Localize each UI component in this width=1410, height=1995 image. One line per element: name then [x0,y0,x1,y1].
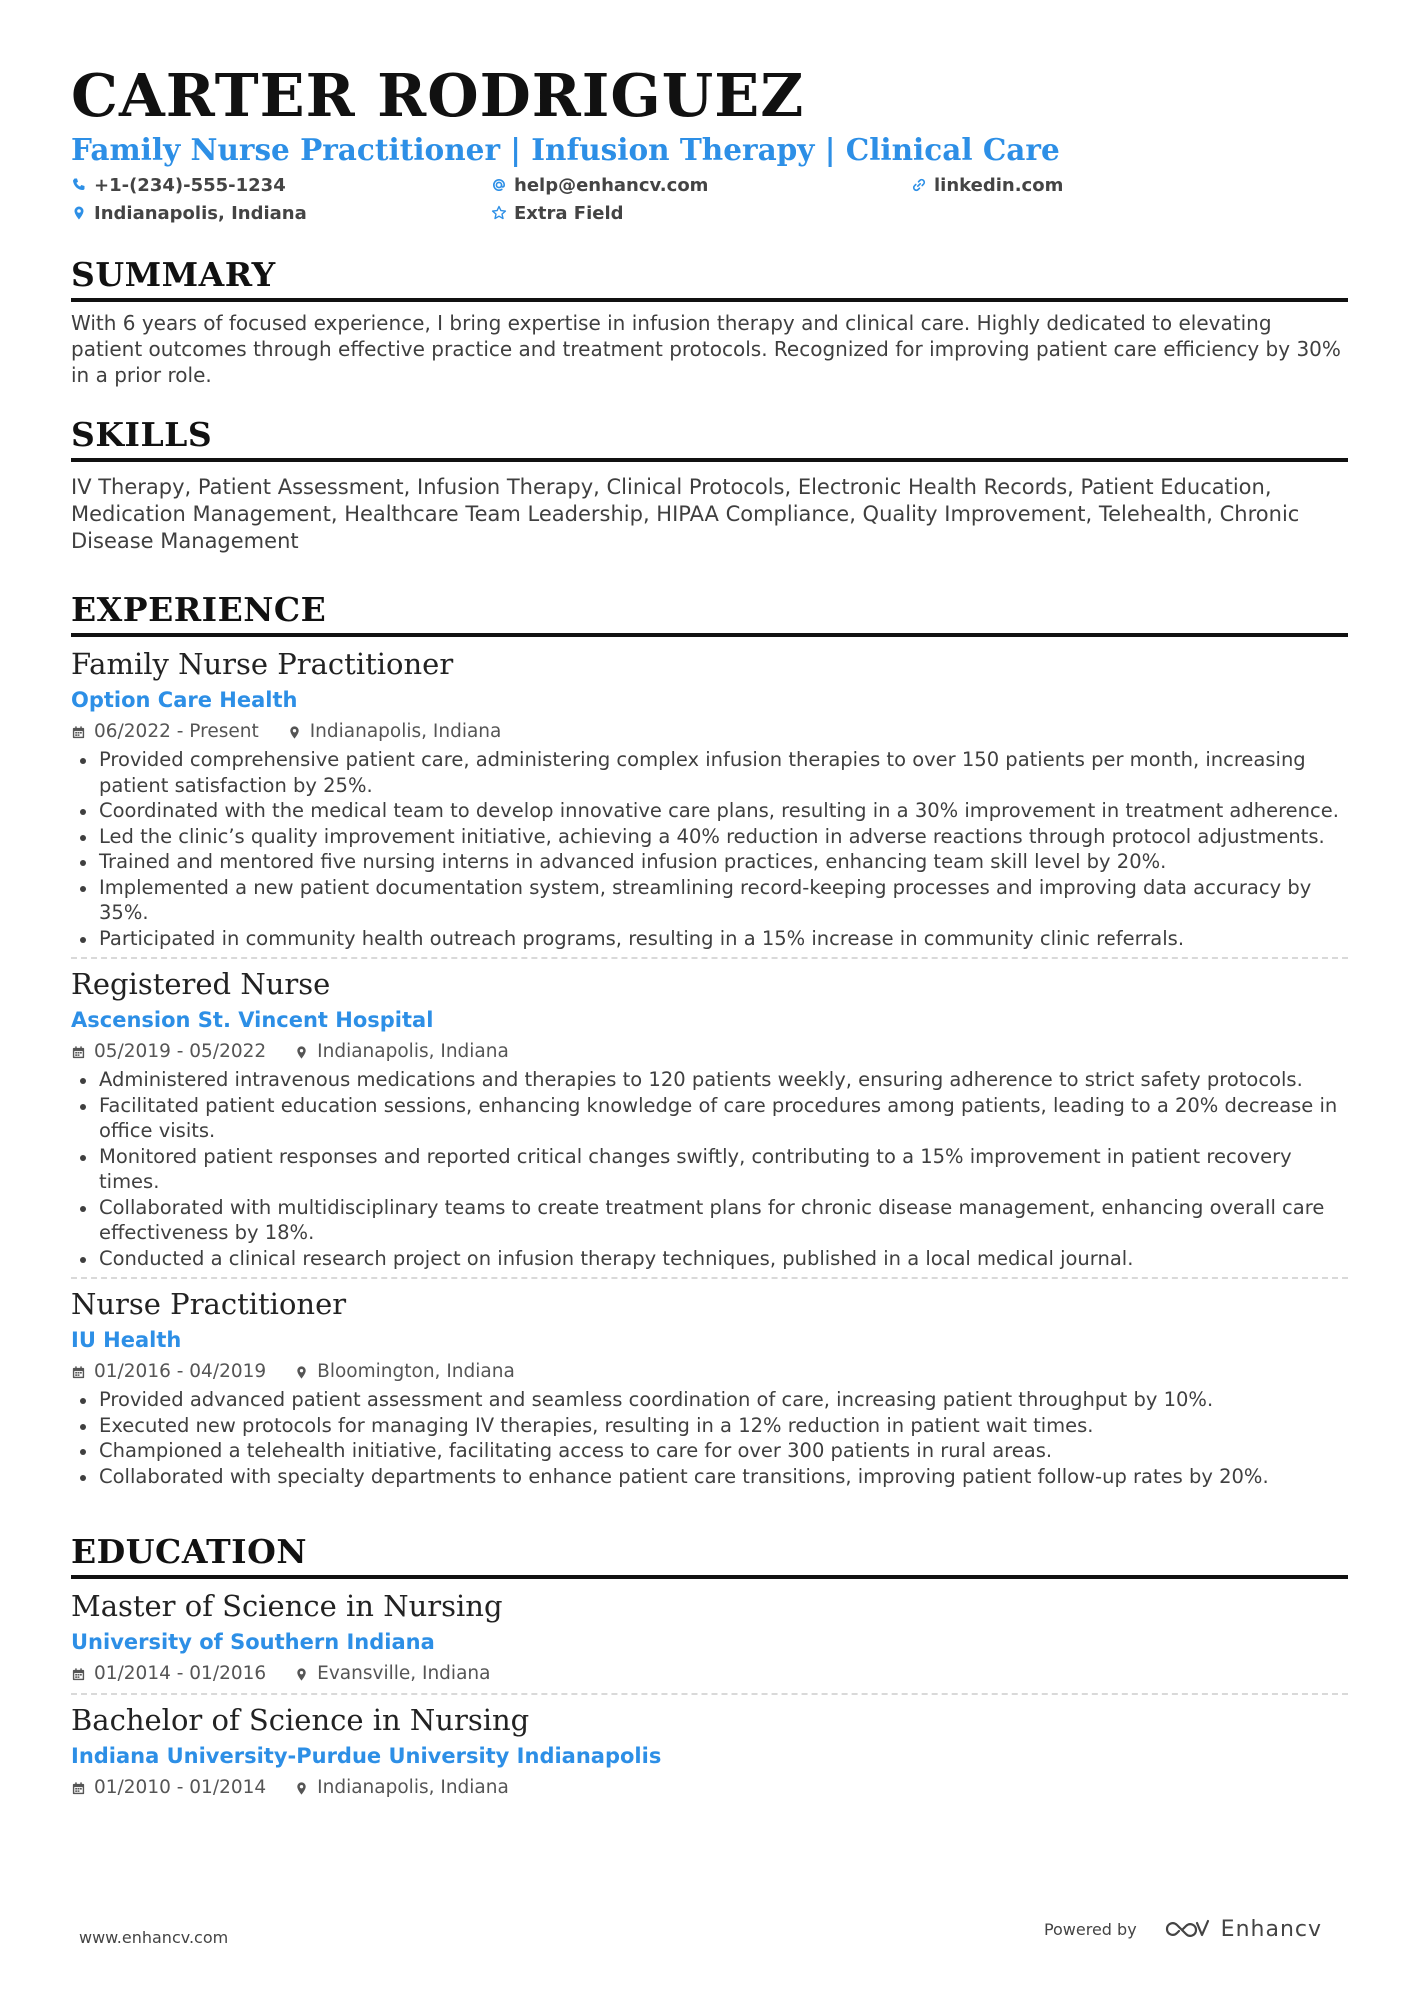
bullet-item: Monitored patient responses and reported critical changes swiftly, contributing to a 15% improvement in patient recovery times. [71,1144,1348,1195]
location-pin-icon [287,725,302,740]
school-name: University of Southern Indiana [71,1630,435,1654]
bullet-item: Collaborated with multidisciplinary teams to create treatment plans for chronic disease management, enhancing overall care effectiveness by 18%. [71,1195,1348,1246]
job-meta [71,719,1348,745]
link-icon [911,177,927,193]
brand-name: Enhancv [1220,1916,1322,1942]
education-location-text: Evansville, Indiana [317,1663,491,1684]
job-bullets [71,747,1348,951]
bullet-item: Administered intravenous medications and therapies to 120 patients weekly, ensuring adherence to strict safety protocols. [71,1067,1348,1093]
calendar-icon [71,725,86,740]
school-name: Indiana University-Purdue University Indianapolis [71,1744,662,1768]
bullet-item: Collaborated with specialty departments to enhance patient care transitions, improving patient follow-up rates by 20%. [71,1464,1348,1490]
extra-field-text: Extra Field [514,202,624,224]
brand-logo[interactable] [1163,1916,1322,1942]
calendar-icon [71,1365,86,1380]
at-icon [491,177,507,193]
location-pin-icon [294,1045,309,1060]
job-location [287,719,502,745]
powered-by-label: Powered by [1043,1919,1137,1939]
education-dates: 01/2014 - 01/2016 [94,1663,267,1684]
phone-icon [71,177,87,193]
contact-email[interactable] [491,172,911,198]
job-dates: 05/2019 - 05/2022 [94,1041,267,1062]
education-meta [71,1775,1348,1801]
location-pin-icon [294,1667,309,1682]
company-name: Ascension St. Vincent Hospital [71,1008,434,1032]
enhancv-logo-icon [1163,1916,1211,1942]
education-location [294,1661,490,1687]
footer-branding [1044,1916,1322,1942]
job-dates: 06/2022 - Present [94,721,259,742]
experience-entry [71,957,1348,1277]
education-location-text: Indianapolis, Indiana [317,1777,509,1798]
degree-title: Master of Science in Nursing [71,1589,503,1623]
bullet-item: Conducted a clinical research project on infusion therapy techniques, published in a local medical journal. [71,1246,1348,1272]
job-meta [71,1359,1348,1385]
location-text: Indianapolis, Indiana [94,202,307,224]
job-location [294,1359,515,1385]
education-dates: 01/2010 - 01/2014 [94,1777,267,1798]
bullet-item: Executed new protocols for managing IV therapies, resulting in a 12% reduction in patient wait times. [71,1413,1348,1439]
education-entry [71,1587,1348,1693]
bullet-item: Participated in community health outreach programs, resulting in a 15% increase in community clinic referrals. [71,926,1348,952]
company-name: Option Care Health [71,688,298,712]
education-location [294,1775,509,1801]
email-text: help@enhancv.com [514,174,709,196]
star-icon [491,205,507,221]
experience-heading: EXPERIENCE [71,589,1348,637]
skills-text: IV Therapy, Patient Assessment, Infusion Therapy, Clinical Protocols, Electronic Health Records, Patient Education, Medication Management, Healthcare Team Leadership, HIPAA Compliance, Quality Improvement, Telehealth, Chronic Disease Management [71,475,1300,553]
degree-title: Bachelor of Science in Nursing [71,1703,530,1737]
education-section [71,1531,1348,1807]
candidate-headline: Family Nurse Practitioner | Infusion Therapy | Clinical Care [71,132,1060,167]
job-location-text: Indianapolis, Indiana [317,1041,509,1062]
job-dates: 01/2016 - 04/2019 [94,1361,267,1382]
job-title: Family Nurse Practitioner [71,647,454,681]
resume-page [71,62,1348,1807]
contact-linkedin[interactable] [911,172,1331,198]
job-location [294,1039,509,1065]
contact-list [71,172,1348,226]
bullet-item: Led the clinic’s quality improvement initiative, achieving a 40% reduction in adverse reactions through protocol adjustments. [71,824,1348,850]
bullet-item: Championed a telehealth initiative, facilitating access to care for over 300 patients in rural areas. [71,1438,1348,1464]
calendar-icon [71,1667,86,1682]
experience-entry [71,645,1348,957]
linkedin-text: linkedin.com [934,174,1064,196]
location-pin-icon [294,1365,309,1380]
bullet-item: Trained and mentored five nursing interns in advanced infusion practices, enhancing team skill level by 20%. [71,849,1348,875]
location-pin-icon [294,1781,309,1796]
calendar-icon [71,1045,86,1060]
contact-phone[interactable] [71,172,491,198]
bullet-item: Implemented a new patient documentation system, streamlining record-keeping processes and improving data accuracy by 35%. [71,875,1348,926]
calendar-icon [71,1781,86,1796]
experience-entry [71,1277,1348,1495]
footer-website-link[interactable]: www.enhancv.com [79,1928,229,1947]
job-location-text: Bloomington, Indiana [317,1361,515,1382]
job-bullets [71,1067,1348,1271]
job-title: Nurse Practitioner [71,1287,347,1321]
bullet-item: Provided advanced patient assessment and seamless coordination of care, increasing patient throughput by 10%. [71,1387,1348,1413]
candidate-name: CARTER RODRIGUEZ [71,61,805,130]
contact-extra [491,200,911,226]
summary-text: With 6 years of focused experience, I bring expertise in infusion therapy and clinical care. Highly dedicated to elevating patient outcomes through effective practice and treatment protocols. Recognized for improving patient care efficiency by 30% in a prior role. [71,311,1341,387]
bullet-item: Provided comprehensive patient care, administering complex infusion therapies to over 150 patients per month, increasing patient satisfaction by 25%. [71,747,1348,798]
phone-text: +1-(234)-555-1234 [94,174,286,196]
bullet-item: Coordinated with the medical team to develop innovative care plans, resulting in a 30% improvement in treatment adherence. [71,798,1348,824]
skills-heading: SKILLS [71,414,1348,462]
job-meta [71,1039,1348,1065]
job-bullets [71,1387,1348,1489]
summary-heading: SUMMARY [71,254,1348,302]
contact-location [71,200,491,226]
bullet-item: Facilitated patient education sessions, enhancing knowledge of care procedures among patients, leading to a 20% decrease in office visits. [71,1093,1348,1144]
job-location-text: Indianapolis, Indiana [309,721,502,742]
job-title: Registered Nurse [71,967,331,1001]
experience-section [71,589,1348,1495]
location-pin-icon [71,205,87,221]
company-name: IU Health [71,1328,182,1352]
education-heading: EDUCATION [71,1531,1348,1579]
education-meta [71,1661,1348,1687]
education-entry [71,1693,1348,1807]
